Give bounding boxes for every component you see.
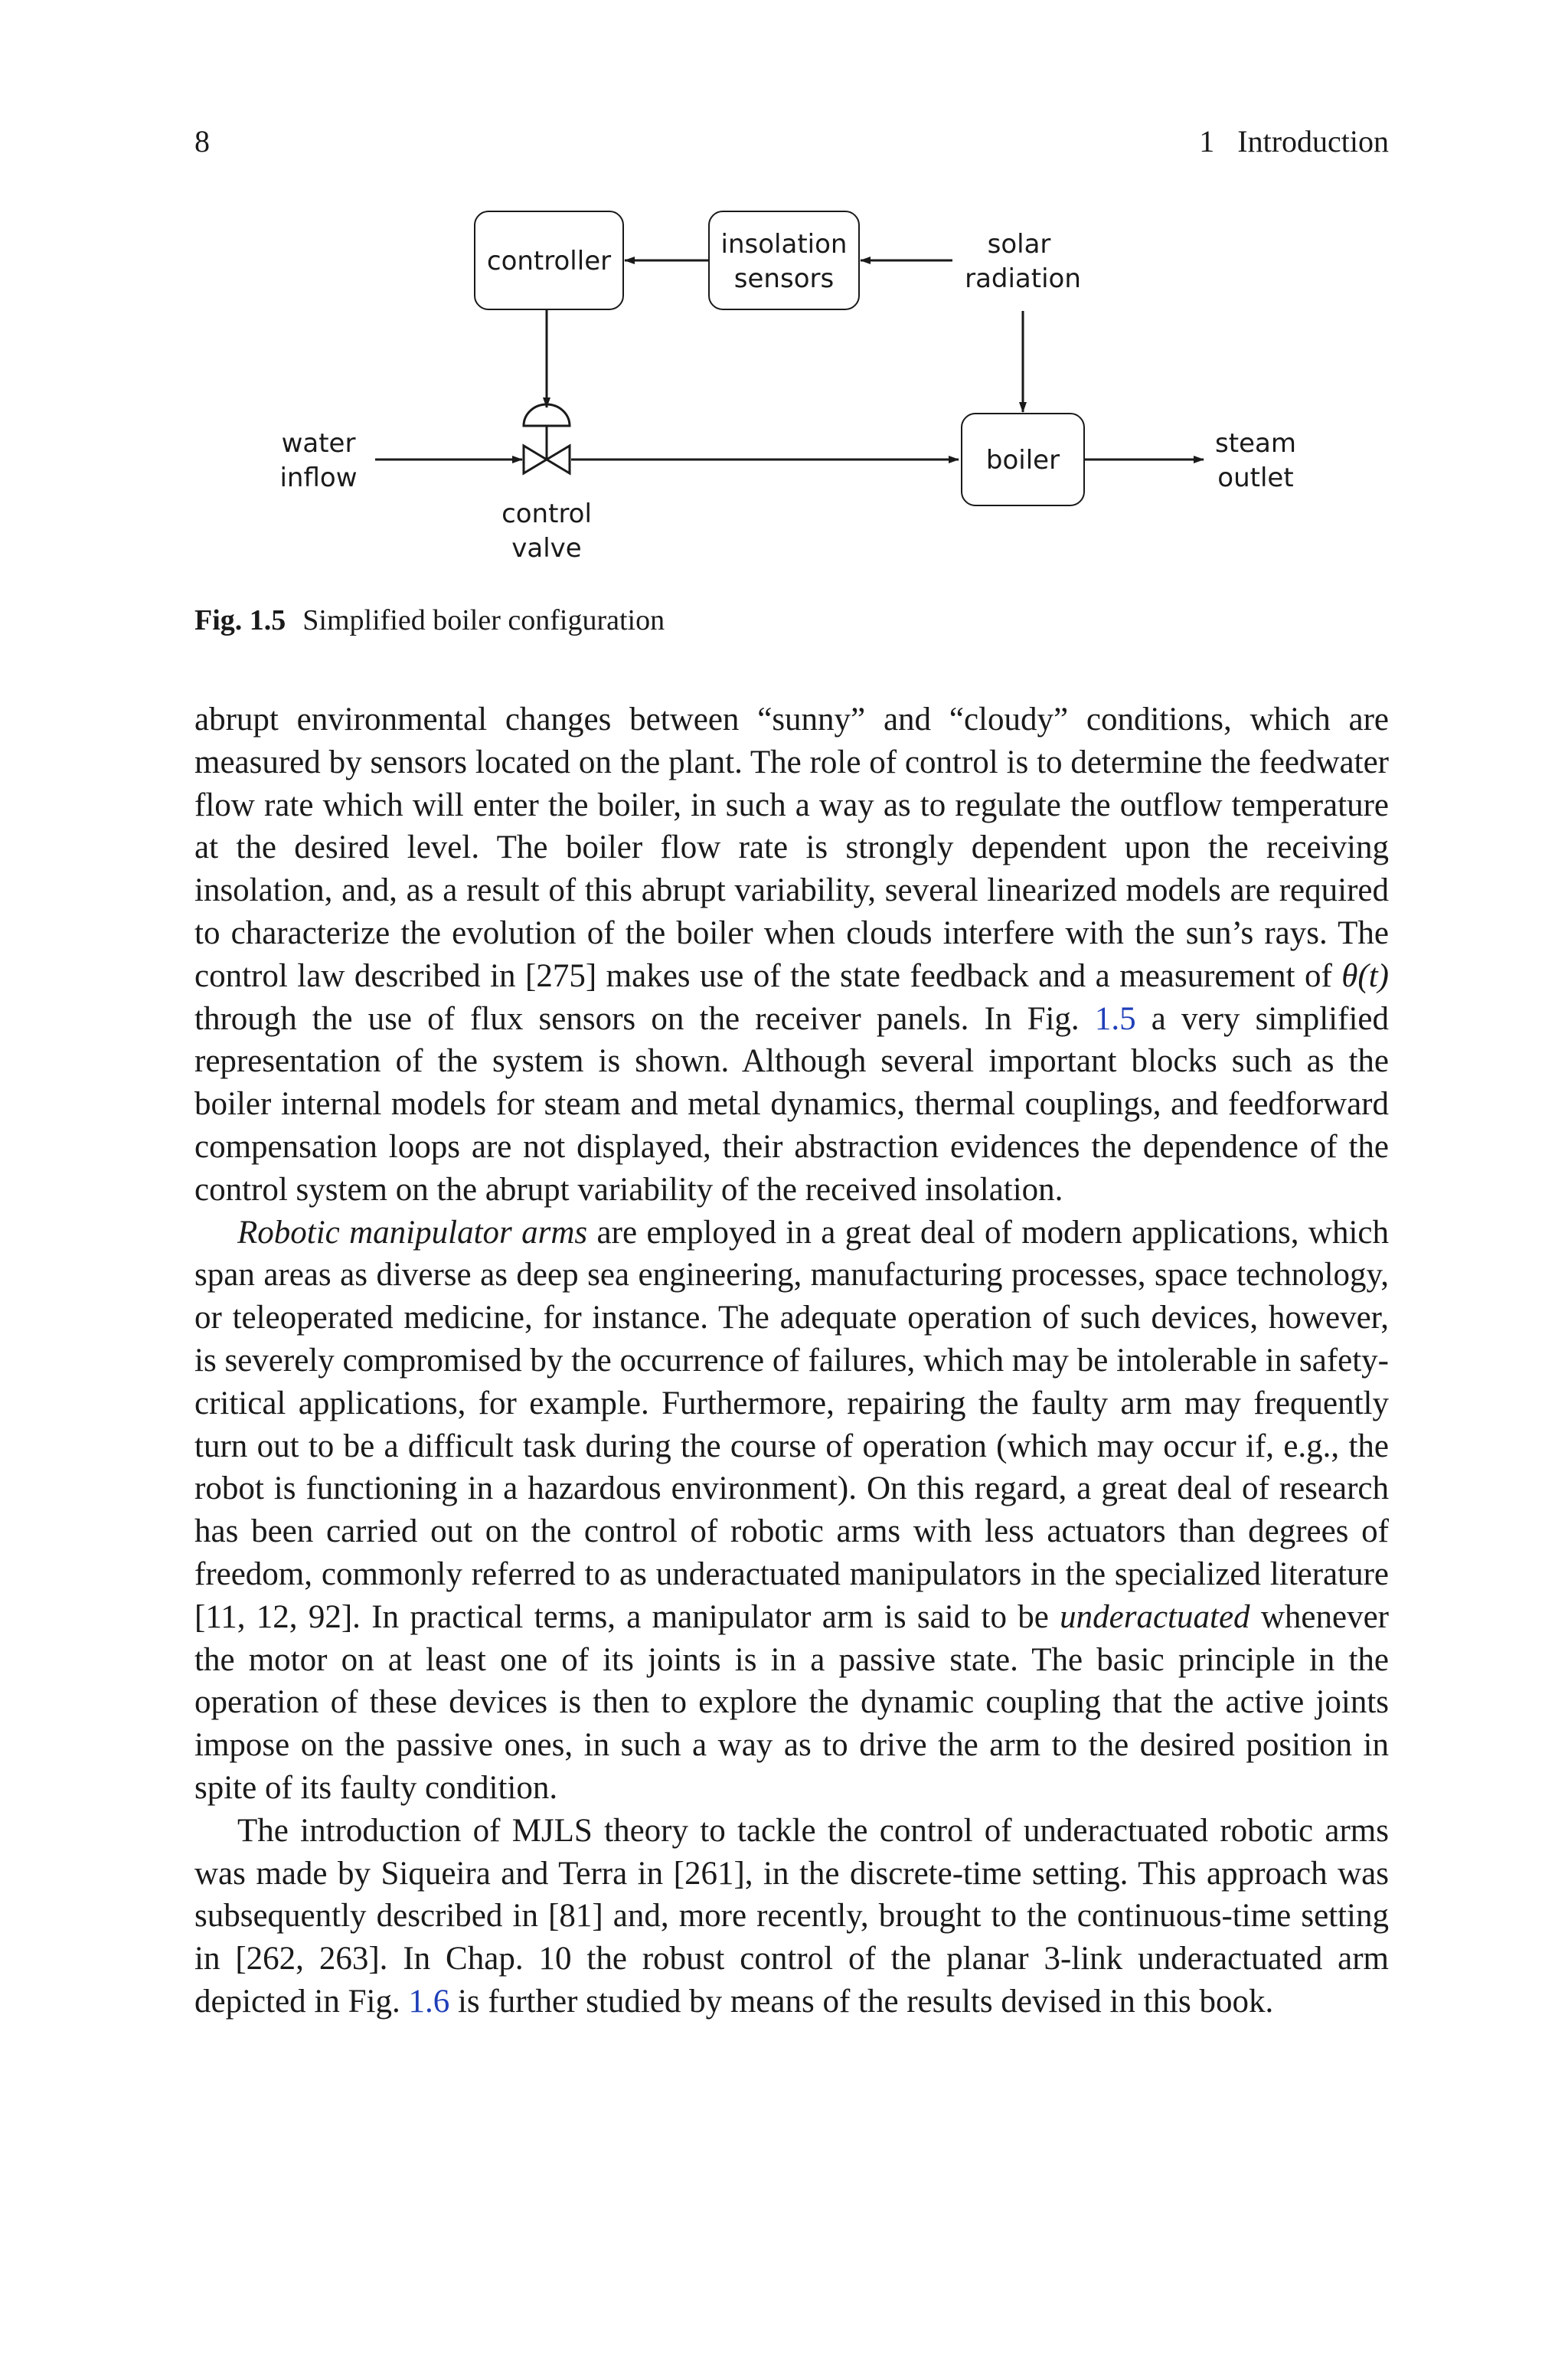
steam-outlet-label-1: steam — [1215, 428, 1296, 459]
emphasis-robotic-arms: Robotic manipulator arms — [237, 1214, 588, 1251]
steam-outlet-label-2: outlet — [1217, 463, 1294, 493]
boiler-figure — [0, 199, 1568, 582]
water-inflow-label-1: water — [281, 428, 356, 459]
paragraph-3 — [194, 1810, 1389, 2023]
insolation-sensors-label-1: insolation — [720, 229, 848, 260]
paragraph-1-text-1: abrupt environmental changes between “sunny” and “cloudy” conditions, which are measured by sensors located on the plant. The role of control is to determine the feedwater flow rate which will enter the boiler, in such a way as to regulate the outflow temperature at the desired level. The boiler flow rate is strongly dependent upon the receiving insolation, and, as a result of this abrupt variability, several linearized models are required to characterize the evolution of the boiler when clouds interfere with the sun’s rays. The control law described in [275] makes use of the state feedback and a measurement of — [194, 702, 1389, 994]
paragraph-2-text-2: whenever the motor on at least one of its joints is in a passive state. The basic principle in the operation of these devices is then to explore the dynamic coupling that the active joints impose on the passive ones, in such a way as to drive the arm to the desired position in spite of its faulty condition. — [194, 1598, 1389, 1806]
solar-radiation-label-2: radiation — [965, 263, 1081, 294]
control-valve-label-1: control — [501, 499, 592, 529]
page-number: 8 — [194, 124, 210, 159]
paragraph-1 — [194, 698, 1389, 1212]
figure-caption-label: Fig. 1.5 — [194, 604, 286, 636]
emphasis-underactuated: underactuated — [1060, 1598, 1250, 1635]
chapter-title: Introduction — [1237, 124, 1389, 159]
solar-radiation-label-1: solar — [987, 229, 1051, 260]
figure-reference-link[interactable]: 1.6 — [408, 1983, 450, 2020]
paragraph-2-text-1: are employed in a great deal of modern applications, which span areas as diverse as deep sea engineering, manufacturing processes, space technology, or teleoperated medicine, for instance. The adequate operation of such devices, however, is severely compromised by the occurrence of failures, which may be intolerable in safety-critical applications, for example. Furthermore, repairing the faulty arm may frequently turn out to be a difficult task during the course of operation (which may occur if, e.g., the robot is functioning in a hazardous environment). On this regard, a great deal of research has been carried out on the control of robotic arms with less actuators than degrees of freedom, commonly referred to as underactuated manipulators in the specialized literature [11, 12, 92]. In practical terms, a manipulator arm is said to be — [194, 1214, 1389, 1635]
figure-caption-text: Simplified boiler configuration — [302, 604, 665, 636]
figure-caption — [194, 601, 665, 639]
paragraph-3-text-2: is further studied by means of the results devised in this book. — [449, 1983, 1274, 2020]
control-valve-icon — [524, 404, 570, 473]
figure-reference-link[interactable]: 1.5 — [1094, 1000, 1136, 1037]
paragraph-2 — [194, 1212, 1389, 1810]
controller-label: controller — [486, 246, 612, 276]
math-theta-t: θ(t) — [1341, 957, 1389, 994]
insolation-sensors-label-2: sensors — [733, 263, 835, 294]
boiler-label: boiler — [985, 445, 1060, 476]
chapter-number: 1 — [1199, 124, 1215, 159]
insolation-sensors-box — [709, 211, 859, 309]
page-header — [194, 123, 1389, 161]
paragraph-1-text-2: through the use of flux sensors on the receiver panels. In Fig. — [194, 1000, 1095, 1037]
boiler-diagram — [0, 199, 1568, 582]
running-head — [1199, 123, 1389, 161]
control-valve-label-2: valve — [511, 533, 582, 564]
paragraph-3-text-1: The introduction of MJLS theory to tackle the control of underactuated robotic arms was made by Siqueira and Terra in [261], in the discrete-time setting. This approach was subsequently described in [81] and, more recently, brought to the continuous-time setting in [262, 263]. In Chap. 10 the robust control of the planar 3-link underactuated arm depicted in Fig. — [194, 1812, 1389, 2020]
water-inflow-label-2: inflow — [279, 463, 358, 493]
paragraph-1-text-3: a very simplified representation of the system is shown. Although several important blocks such as the boiler internal models for steam and metal dynamics, thermal couplings, and feedforward compensation loops are not displayed, their abstraction evidences the dependence of the control system on the abrupt variability of the received insolation. — [194, 1000, 1389, 1208]
body-text — [194, 698, 1389, 2023]
